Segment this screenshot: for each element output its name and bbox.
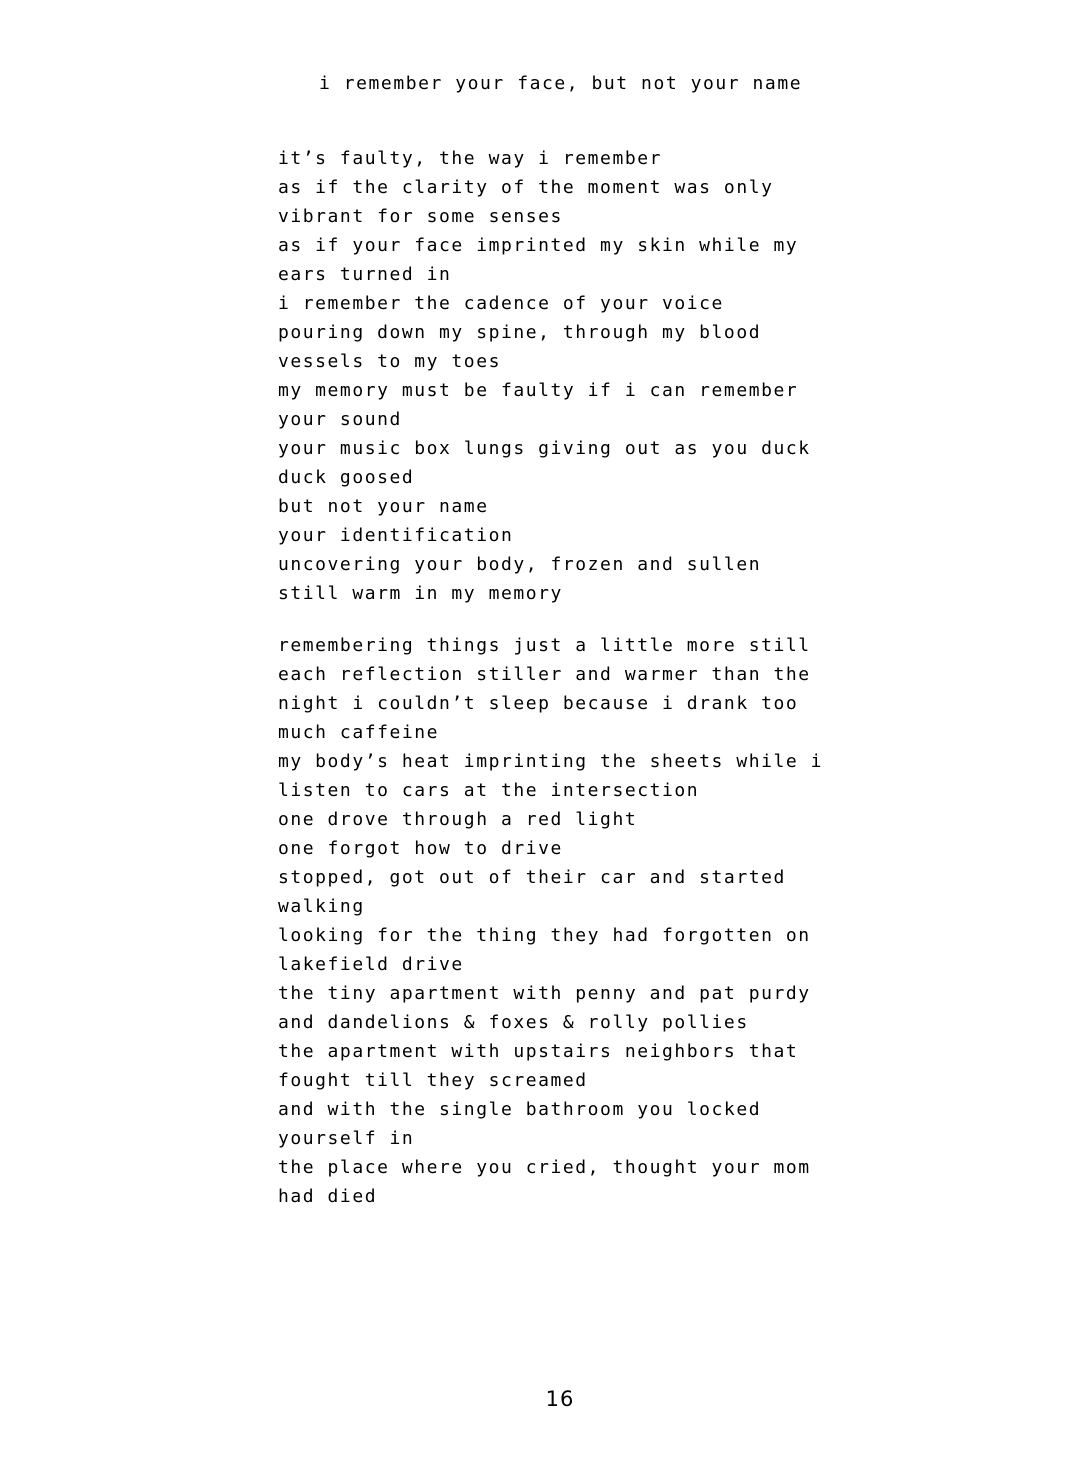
poem-line: much caffeine: [278, 722, 440, 743]
poem-line: your identification: [278, 525, 514, 546]
poem-line: ears turned in: [278, 264, 452, 285]
poem-line: one drove through a red light: [278, 809, 638, 830]
poem-line: your music box lungs giving out as you duck: [278, 438, 811, 459]
poem-line: each reflection stiller and warmer than the: [278, 664, 811, 685]
poem-line: walking: [278, 896, 365, 917]
poem-line: looking for the thing they had forgotten on: [278, 925, 811, 946]
poem-line: the tiny apartment with penny and pat purdy: [278, 983, 811, 1004]
poem-line: my memory must be faulty if i can remember: [278, 380, 799, 401]
poem-line: stopped, got out of their car and started: [278, 867, 786, 888]
poem-line: it’s faulty, the way i remember: [278, 148, 662, 169]
poem-line: had died: [278, 1186, 378, 1207]
poem-line: i remember the cadence of your voice: [278, 293, 724, 314]
poem-line: lakefield drive: [278, 954, 464, 975]
poem-line: yourself in: [278, 1128, 415, 1149]
page-number: 16: [545, 1387, 575, 1411]
poem-line: your sound: [278, 409, 402, 430]
poem-line: as if the clarity of the moment was only: [278, 177, 774, 198]
poem-line: fought till they screamed: [278, 1070, 588, 1091]
stanza-2: [278, 631, 858, 1211]
poem-line: the place where you cried, thought your mom: [278, 1157, 811, 1178]
poem-line: vibrant for some senses: [278, 206, 563, 227]
poem-line: duck goosed: [278, 467, 415, 488]
stanza-1: [278, 144, 858, 608]
poem-line: night i couldn’t sleep because i drank too: [278, 693, 799, 714]
poem-line: and with the single bathroom you locked: [278, 1099, 762, 1120]
poem-line: still warm in my memory: [278, 583, 563, 604]
poem-line: uncovering your body, frozen and sullen: [278, 554, 762, 575]
poem-line: pouring down my spine, through my blood: [278, 322, 762, 343]
poem-line: listen to cars at the intersection: [278, 780, 700, 801]
poem-line: and dandelions & foxes & rolly pollies: [278, 1012, 749, 1033]
poem-line: as if your face imprinted my skin while my: [278, 235, 799, 256]
poem-line: vessels to my toes: [278, 351, 501, 372]
poem-line: remembering things just a little more still: [278, 635, 811, 656]
poem-line: the apartment with upstairs neighbors that: [278, 1041, 799, 1062]
poem-line: my body’s heat imprinting the sheets while i: [278, 751, 824, 772]
poem-line: one forgot how to drive: [278, 838, 563, 859]
poem-line: but not your name: [278, 496, 489, 517]
poem-title: i remember your face, but not your name: [319, 73, 803, 94]
